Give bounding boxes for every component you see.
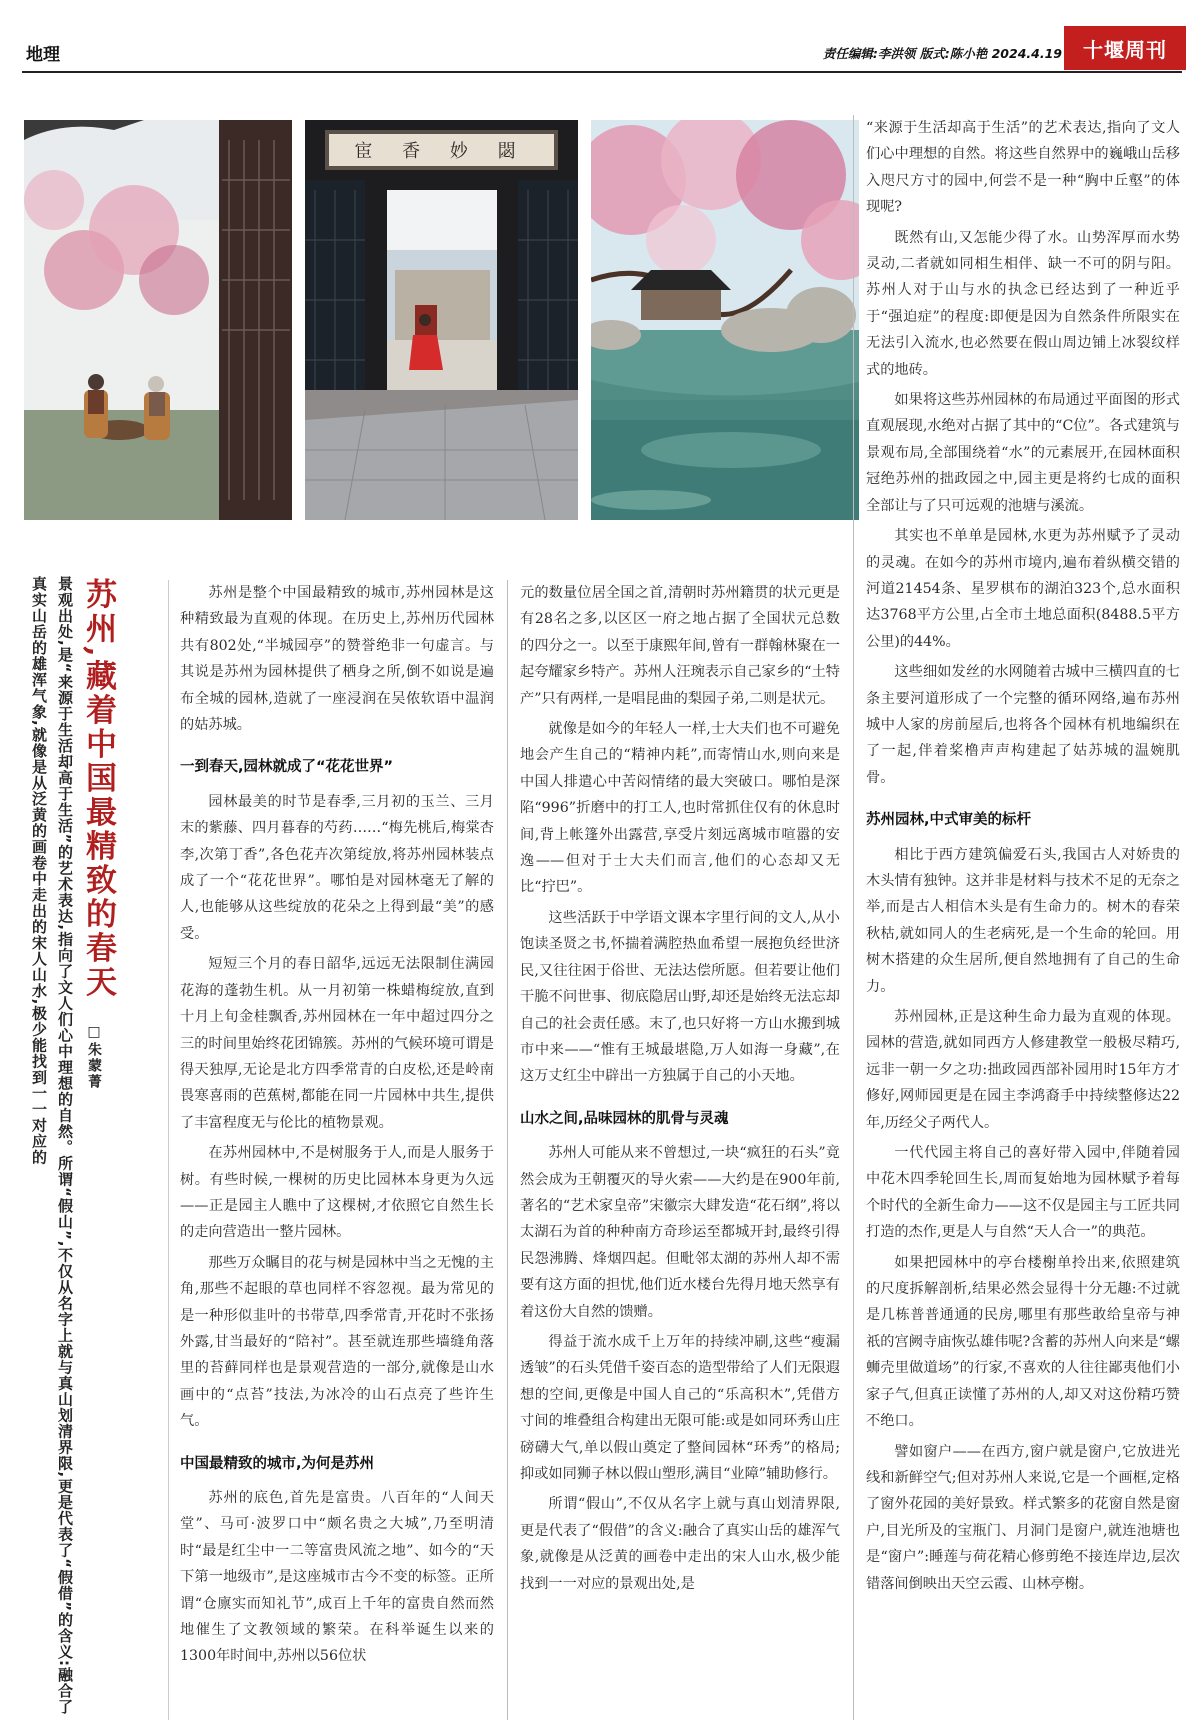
page-header xyxy=(0,0,1200,72)
photo-courtyard-tea-image xyxy=(24,120,292,520)
paragraph: 如果将这些苏州园林的布局通过平面图的形式直观展现,水绝对占据了其中的“C位”。各式建筑与景观布局,全部围绕着“水”的元素展开,在园林面积冠绝苏州的拙政园之中,园主更是将约七成的面积全部让与了只可远观的池塘与溪流。 xyxy=(866,392,1180,514)
plaque-text: 宦 香 妙 閟 xyxy=(354,141,528,162)
paragraph: 相比于西方建筑偏爱石头,我国古人对娇贵的木头情有独钟。这并非是材料与技术不足的无奈之举,而是古人相信木头是有生命力的。树木的春荣秋枯,就如同人的生老病死,是一个生命的轮回。用树木搭建的众生居所,便自然地拥有了自己的生命力。 xyxy=(866,846,1180,995)
column-separator xyxy=(507,580,508,1720)
paragraph: 所谓“假山”,不仅从名字上就与真山划清界限,更是代表了“假借”的含义:融合了真实山岳的雄浑气象,就像是从泛黄的画卷中走出的宋人山水,极少能找到一一对应的景观出处,是 xyxy=(520,1496,840,1592)
text-column-3 xyxy=(866,115,1180,1601)
title-separator xyxy=(168,580,169,1720)
photo-courtyard-tea xyxy=(24,120,292,520)
paragraph: 这些细如发丝的水网随着古城中三横四直的七条主要河道形成了一个完整的循环网络,遍布苏州城中人家的房前屋后,也将各个园林有机地编织在了一起,伴着桨橹声声构建起了姑苏城的温婉肌骨。 xyxy=(866,664,1180,786)
article-title: 苏州,藏着中国最精致的春天 xyxy=(80,578,116,1000)
subheading: 一到春天,园林就成了“花花世界” xyxy=(180,759,394,776)
section-name: 地理 xyxy=(26,45,60,65)
article-lede: 景观出处,是“来源于生活却高于生活”的艺术表达,指向了文人们心中理想的自然。所谓“假山”,不仅从名字上就与真山划清界限,更是代表了“假借”的含义:融合了真实山岳的雄浑气象,就像是从泛黄的画卷中走出的宋人山水,极少能找到一一对应的 xyxy=(30,576,74,1715)
photo-garden-pond xyxy=(591,120,859,520)
subheading: 中国最精致的城市,为何是苏州 xyxy=(180,1455,375,1472)
author-byline: □朱蒙菁 xyxy=(86,1024,102,1090)
paragraph: 就像是如今的年轻人一样,士大夫们也不可避免地会产生自己的“精神内耗”,而寄情山水,则向来是中国人排遣心中苦闷情绪的最大突破口。哪怕是深陷“996”折磨中的打工人,也时常抓住仅有的休息时间,背上帐篷外出露营,享受片刻远离城市喧嚣的安逸——但对于士大夫们而言,他们的心态却又无比“拧巴”。 xyxy=(520,721,840,896)
paragraph: 譬如窗户——在西方,窗户就是窗户,它放进光线和新鲜空气;但对苏州人来说,它是一个画框,定格了窗外花园的美好景致。样式繁多的花窗自然是窗户,目光所及的宝瓶门、月洞门是窗户,就连池塘也是“窗户”:睡莲与荷花精心修剪绝不接连岸边,层次错落间倒映出天空云霞、山林亭榭。 xyxy=(866,1443,1180,1592)
paragraph: 得益于流水成千上万年的持续冲刷,这些“瘦漏透皱”的石头凭借千姿百态的造型带给了人们无限遐想的空间,更像是中国人自己的“乐高积木”,凭借方寸间的堆叠组合构建出无限可能:或是如同环秀山庄磅礴大气,单以假山奠定了整间园林“环秀”的格局;抑或如同狮子林以假山塑形,满目“业障”辅助修行。 xyxy=(520,1333,840,1482)
photo-moon-doorway-image xyxy=(305,120,578,520)
paragraph: 元的数量位居全国之首,清朝时苏州籍贯的状元更是有28名之多,以区区一府之地占据了全国状元总数的四分之一。以至于康熙年间,曾有一群翰林聚在一起夸耀家乡特产。苏州人汪琬表示自己家乡的“土特产”只有两样,一是唱昆曲的梨园子弟,二则是状元。 xyxy=(520,585,840,707)
paragraph: 苏州是整个中国最精致的城市,苏州园林是这种精致最为直观的体现。在历史上,苏州历代园林共有802处,“半城园亭”的赞誉绝非一句虚言。与其说是苏州为园林提供了栖身之所,倒不如说是遍布全城的园林,造就了一座浸润在吴侬软语中温润的姑苏城。 xyxy=(180,585,494,734)
editor-credits: 责任编辑:李洪领 版式:陈小艳 2024.4.19 xyxy=(822,46,1062,61)
paragraph: 短短三个月的春日韶华,远远无法限制住满园花海的蓬勃生机。从一月初第一株蜡梅绽放,直到十月上旬金桂飘香,苏州园林在一年中超过四分之三的时间里始终花团锦簇。苏州的气候环境可谓是得天独厚,无论是北方四季常青的白皮松,还是岭南畏寒喜雨的芭蕉树,都能在同一片园林中共生,提供了丰富程度无与伦比的植物景观。 xyxy=(180,956,494,1131)
paragraph: 如果把园林中的亭台楼榭单拎出来,依照建筑的尺度拆解剖析,结果必然会显得十分无趣:不过就是几栋普普通通的民房,哪里有那些敢给皇帝与神祇的宫阙寺庙恢弘雄伟呢?含蓄的苏州人向来是“螺蛳壳里做道场”的行家,不喜欢的人往往鄙夷他们小家子气,但真正读懂了苏州的人,却又对这份精巧赞不绝口。 xyxy=(866,1254,1180,1430)
paragraph: 园林最美的时节是春季,三月初的玉兰、三月末的紫藤、四月暮春的芍药……“梅先桃后,梅棠杏李,次第丁香”,各色花卉次第绽放,将苏州园林装点成了一个“花花世界”。哪怕是对园林毫无了解的人,也能够从这些绽放的花朵之上得到最“美”的感受。 xyxy=(180,793,494,942)
header-rule xyxy=(22,71,1182,73)
paragraph: 一代代园主将自己的喜好带入园中,伴随着园中花木四季轮回生长,周而复始地为园林赋予着每个时代的全新生命力——这不仅是园主与工匠共同打造的杰作,更是人与自然“天人合一”的典范。 xyxy=(866,1145,1180,1241)
text-column-2 xyxy=(520,580,840,1601)
paragraph: 既然有山,又怎能少得了水。山势浑厚而水势灵动,二者就如同相生相伴、缺一不可的阴与阳。苏州人对于山与水的执念已经达到了一种近乎于“强迫症”的程度:即便是因为自然条件所限实在无法引入流水,也必然要在假山周边铺上冰裂纹样式的地砖。 xyxy=(866,229,1180,378)
paragraph: 苏州园林,正是这种生命力最为直观的体现。园林的营造,就如同西方人修建教堂一般极尽精巧,远非一朝一夕之功:拙政园西部补园用时15年方才修好,网师园更是在园主李鸿裔手中持续整修达22年,历经父子两代人。 xyxy=(866,1009,1180,1131)
paragraph: 这些活跃于中学语文课本字里行间的文人,从小饱读圣贤之书,怀揣着满腔热血希望一展抱负经世济民,又往往困于俗世、无法达偿所愿。但若要让他们干脆不问世事、彻底隐居山野,却还是始终无法忘却自己的社会责任感。末了,也只好将一方山水搬到城市中来——“惟有王城最堪隐,万人如海一身藏”,在这万丈红尘中辟出一方独属于自己的小天地。 xyxy=(520,909,840,1085)
paragraph: 那些万众瞩目的花与树是园林中当之无愧的主角,那些不起眼的草也同样不容忽视。最为常见的是一种形似韭叶的书带草,四季常青,开花时不张扬外露,甘当最好的“陪衬”。甚至就连那些墙缝角落里的苔藓同样也是景观营造的一部分,就像是山水画中的“点苔”技法,为冰冷的山石点亮了些许生气。 xyxy=(180,1254,494,1430)
subheading: 苏州园林,中式审美的标杆 xyxy=(866,812,1032,829)
paragraph: 苏州人可能从来不曾想过,一块“疯狂的石头”竟然会成为王朝覆灭的导火索——大约是在900年前,著名的“艺术家皇帝”宋徽宗大肆发造“花石纲”,将以太湖石为首的种种南方奇珍运至都城开封,最终引得民怨沸腾、烽烟四起。但毗邻太湖的苏州人却不需要有这方面的担忧,他们近水楼台先得月地天然享有着这份大自然的馈赠。 xyxy=(520,1145,840,1320)
paragraph: 在苏州园林中,不是树服务于人,而是人服务于树。有些时候,一棵树的历史比园林本身更为久远——正是园主人瞧中了这棵树,才依照它自然生长的走向营造出一整片园林。 xyxy=(180,1145,494,1241)
paragraph: 其实也不单单是园林,水更为苏州赋予了灵动的灵魂。在如今的苏州市境内,遍布着纵横交错的河道21454条、星罗棋布的湖泊323个,总水面积达3768平方公里,占全市土地总面积(8488.5平方公里)的44%。 xyxy=(866,528,1180,650)
paragraph: 苏州的底色,首先是富贵。八百年的“人间天堂”、马可·波罗口中“颇名贵之大城”,乃至明清时“最是红尘中一二等富贵风流之地”、如今的“天下第一地级市”,是这座城市古今不变的标签。正所谓“仓廪实而知礼节”,成百上千年的富贵自然而然地催生了文教领域的繁荣。在科举诞生以来的1300年时间中,苏州以56位状 xyxy=(180,1490,494,1665)
photo-garden-pond-image xyxy=(591,120,859,520)
column-separator xyxy=(853,115,854,1720)
text-column-1 xyxy=(180,580,494,1674)
photo-moon-doorway xyxy=(305,120,578,520)
subheading: 山水之间,品味园林的肌骨与灵魂 xyxy=(520,1110,729,1127)
masthead-logo: 十堰周刊 xyxy=(1064,26,1186,70)
paragraph: “来源于生活却高于生活”的艺术表达,指向了文人们心中理想的自然。将这些自然界中的巍峨山岳移入咫尺方寸的园中,何尝不是一种“胸中丘壑”的体现呢? xyxy=(866,120,1180,216)
